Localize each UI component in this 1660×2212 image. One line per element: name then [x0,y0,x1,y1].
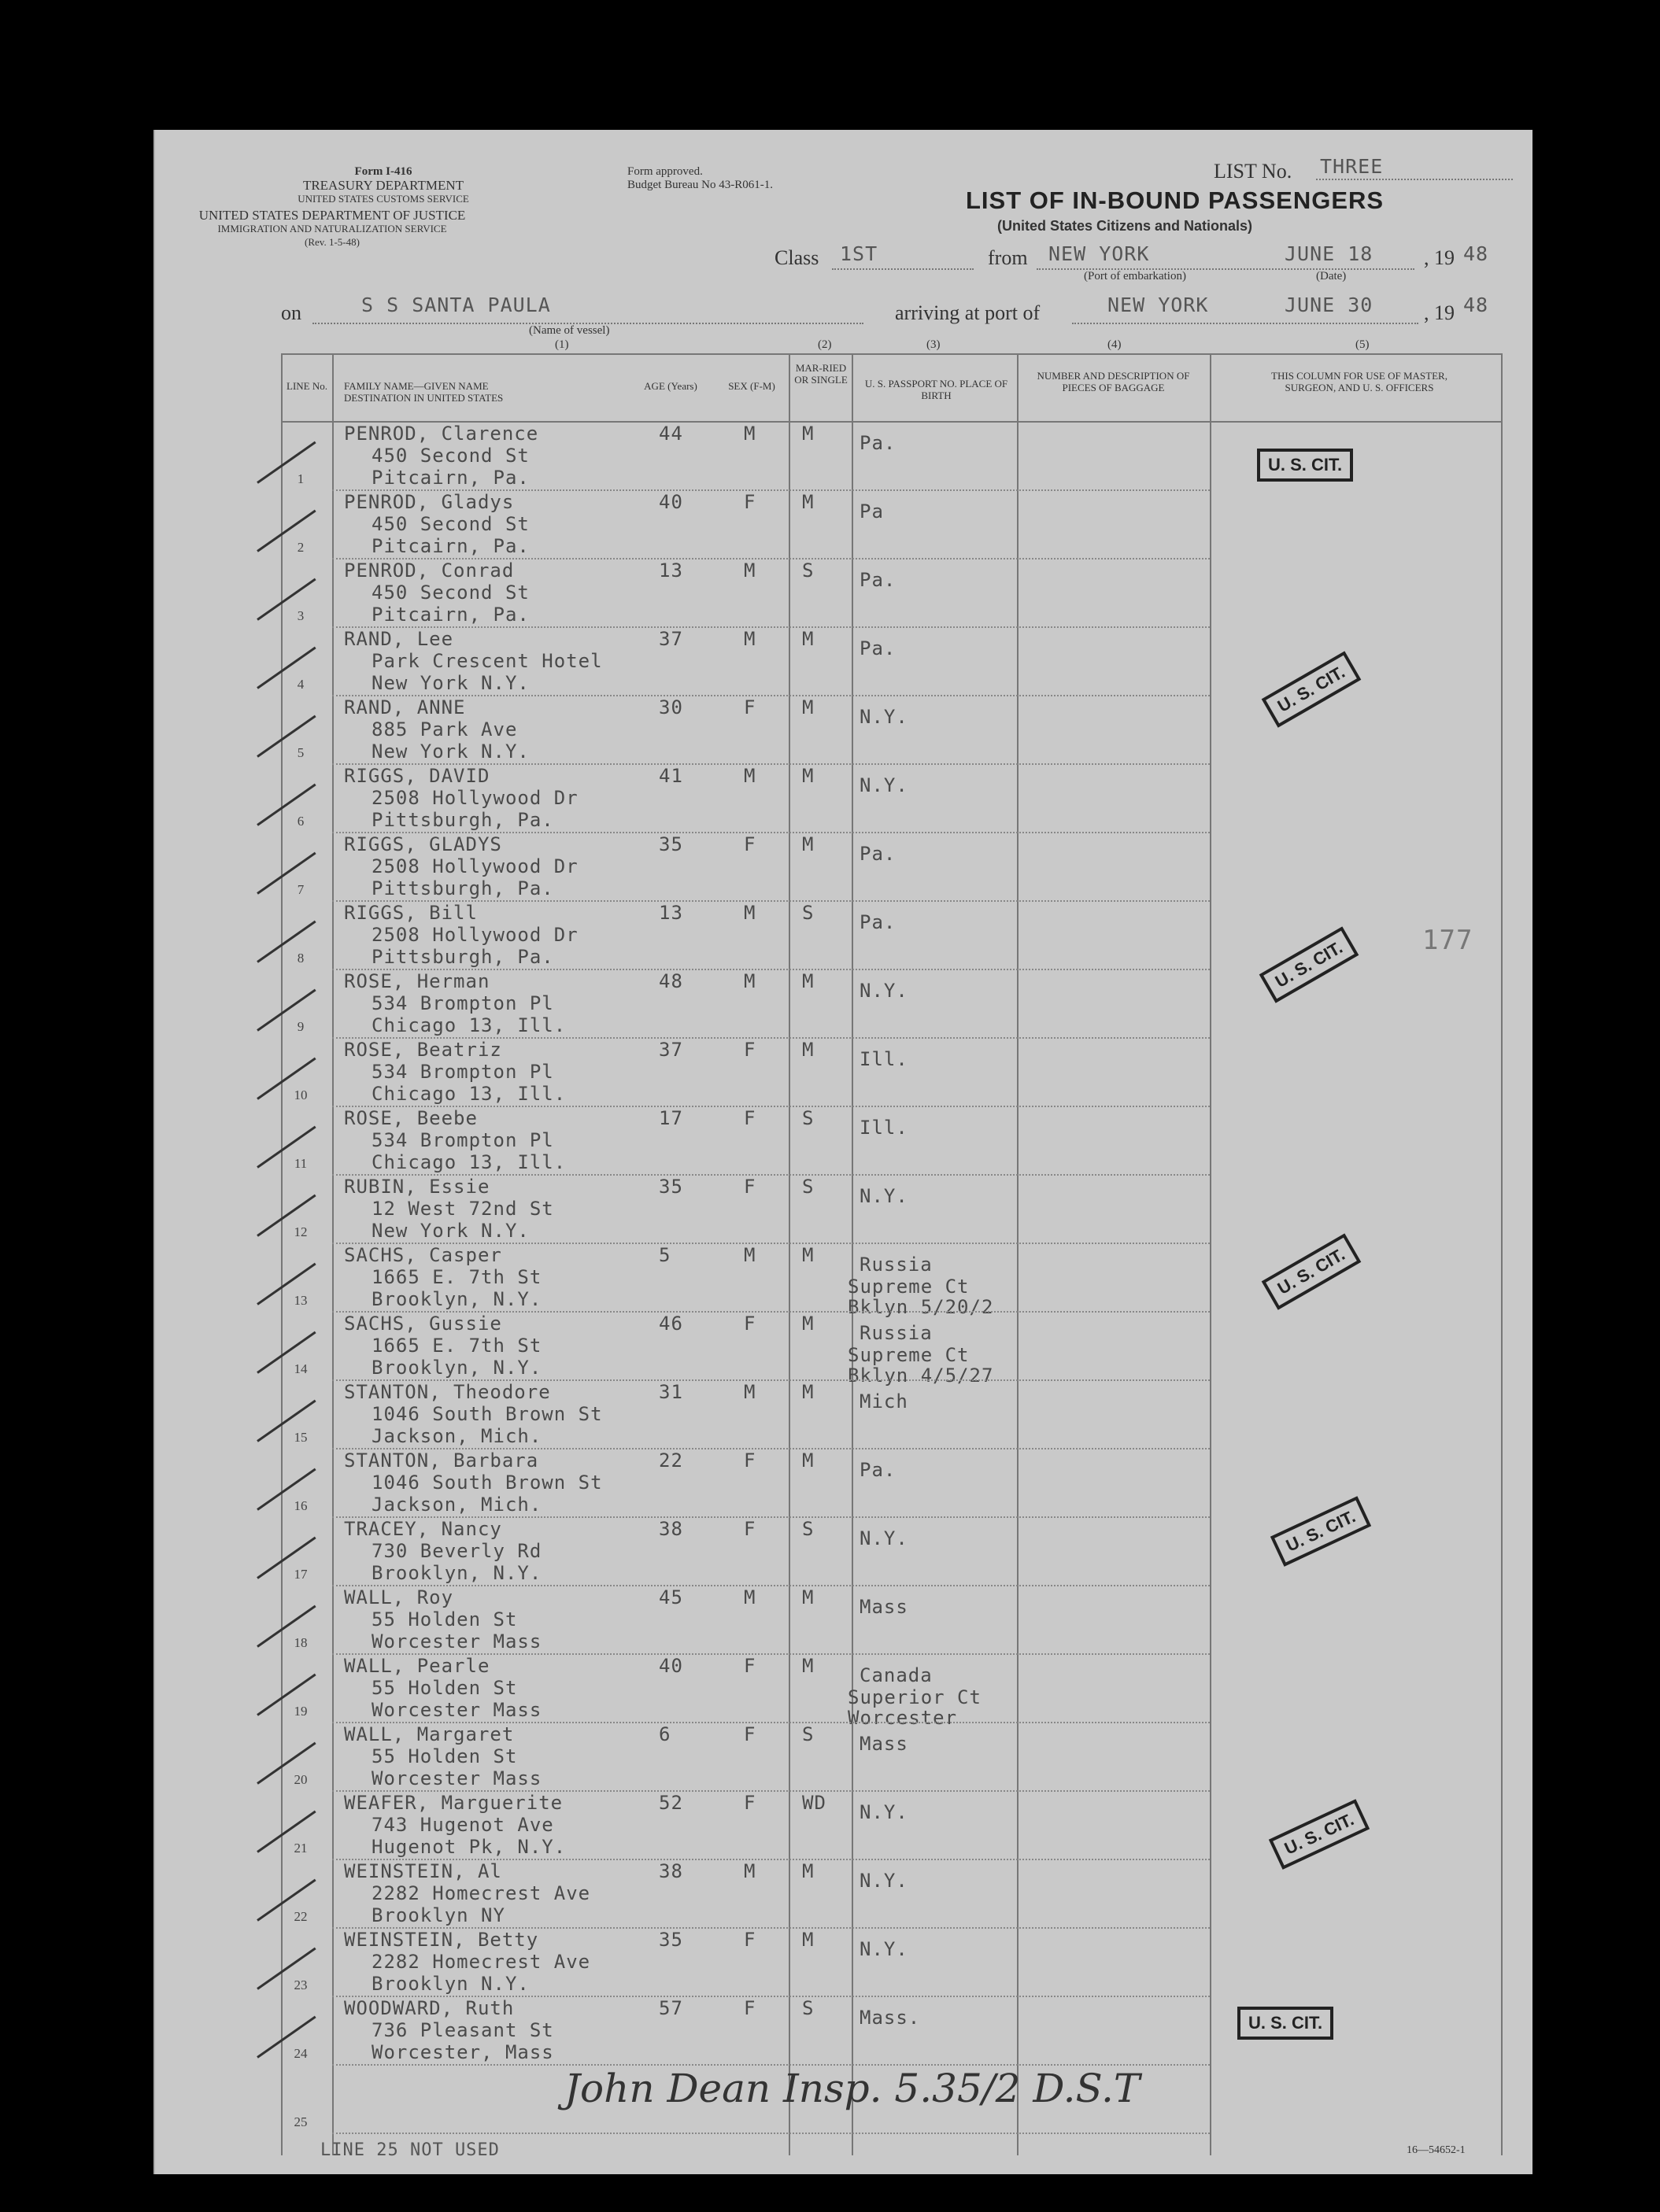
passenger-birthplace: Pa [860,500,884,523]
passenger-sex: M [744,765,756,787]
passenger-age: 13 [659,902,683,924]
manifest-sheet [153,130,1532,2174]
passenger-marital-status: M [802,765,815,787]
us-citizen-stamp: U. S. CIT. [1257,449,1353,482]
revision: (Rev. 1-5-48) [305,236,360,248]
form-approved: Form approved. [627,165,703,178]
form-number: Form I-416 [354,165,412,178]
passport-court: Superior Ct [848,1686,982,1708]
col-header-name: FAMILY NAME—GIVEN NAME DESTINATION IN UNITED STATES [344,380,504,404]
passenger-marital-status: M [802,1860,815,1882]
passenger-address-street: 2508 Hollywood Dr [372,787,579,809]
passenger-address-city: Brooklyn NY [372,1904,505,1926]
us-citizen-stamp: U. S. CIT. [1262,651,1362,727]
passenger-name: RIGGS, Bill [344,902,478,924]
vessel-caption: (Name of vessel) [529,324,610,337]
passenger-age: 52 [659,1792,683,1814]
line-number: 25 [294,2114,308,2129]
passenger-age: 45 [659,1586,683,1608]
passenger-sex: M [744,1381,756,1403]
passenger-address-city: Worcester, Mass [372,2041,554,2063]
passenger-address-city: Worcester Mass [372,1767,542,1789]
table-row [155,1586,1532,1654]
page-subtitle: (United States Citizens and Nationals) [997,218,1253,234]
passenger-age: 40 [659,1655,683,1677]
passenger-address-city: Hugenot Pk, N.Y. [372,1836,567,1858]
customs-service: UNITED STATES CUSTOMS SERVICE [298,193,469,205]
passenger-name: RAND, ANNE [344,696,466,718]
treasury-department: TREASURY DEPARTMENT [302,178,464,193]
passenger-marital-status: S [802,1518,815,1540]
us-citizen-stamp: U. S. CIT. [1259,926,1359,1003]
class-underline [832,268,974,270]
passenger-marital-status: WD [802,1792,826,1814]
immigration-service: IMMIGRATION AND NATURALIZATION SERVICE [217,223,447,234]
passenger-birthplace: N.Y. [860,1870,908,1892]
table-row [155,1449,1532,1517]
passenger-marital-status: M [802,696,815,718]
passenger-name: WEINSTEIN, Al [344,1860,502,1882]
passenger-name: WALL, Margaret [344,1723,515,1745]
passenger-birthplace: Ill. [860,1048,908,1070]
list-no-label: LIST No. [1214,160,1292,183]
passenger-marital-status: S [802,1723,815,1745]
passenger-birthplace: Canada [860,1664,933,1686]
page-title: LIST OF IN-BOUND PASSENGERS [966,186,1385,214]
form-approval [627,165,773,192]
passenger-marital-status: M [802,628,815,650]
arriving-label: arriving at port of [895,301,1041,324]
line-number: 4 [297,677,305,692]
us-citizen-stamp: U. S. CIT. [1269,1799,1370,1870]
col-num-5: (5) [1355,338,1370,351]
inspector-signature: John Dean Insp. 5.35/2 D.S.T [564,2066,1141,2111]
form-code: 16—54652-1 [1407,2144,1466,2156]
passport-date: Worcester [848,1707,958,1729]
passenger-name: ROSE, Beatriz [344,1039,502,1061]
margin-number: 177 [1422,925,1473,956]
us-citizen-stamp: U. S. CIT. [1270,1496,1371,1567]
passenger-address-city: Pittsburgh, Pa. [372,877,554,899]
passenger-address-city: Brooklyn N.Y. [372,1973,530,1995]
passenger-marital-status: S [802,1176,815,1198]
passenger-address-city: Pittsburgh, Pa. [372,809,554,831]
us-citizen-stamp: U. S. CIT. [1262,1233,1362,1309]
table-row [155,970,1532,1038]
arrival-year-prefix: , 19 [1424,301,1455,324]
line-number: 12 [294,1224,308,1239]
col-num-2: (2) [818,338,832,351]
table-row [155,559,1532,627]
passenger-address-street: 1665 E. 7th St [372,1266,542,1288]
table-top-border [281,353,1501,355]
passenger-birthplace: Ill. [860,1117,908,1139]
passenger-marital-status: M [802,970,815,992]
passenger-age: 35 [659,833,683,855]
passenger-address-city: Pitcairn, Pa. [372,467,530,489]
passenger-marital-status: M [802,491,815,513]
class-label: Class [775,246,819,269]
col-num-1: (1) [555,338,569,351]
passenger-sex: F [744,1176,756,1198]
passenger-address-city: Chicago 13, Ill. [372,1151,567,1173]
passenger-marital-status: M [802,1655,815,1677]
passenger-address-city: Pittsburgh, Pa. [372,946,554,968]
justice-department: UNITED STATES DEPARTMENT OF JUSTICE [198,208,466,223]
passenger-birthplace: Mich [860,1390,908,1413]
passenger-age: 40 [659,491,683,513]
passenger-name: PENROD, Clarence [344,423,539,445]
passenger-address-city: Pitcairn, Pa. [372,535,530,557]
passenger-sex: F [744,1655,756,1677]
passenger-address-street: 534 Brompton Pl [372,1129,554,1151]
passenger-name: WALL, Roy [344,1586,454,1608]
passenger-birthplace: Pa. [860,911,897,933]
line-number: 3 [297,608,305,623]
passenger-sex: M [744,1586,756,1608]
passenger-address-street: 450 Second St [372,513,530,535]
passenger-birthplace: N.Y. [860,774,908,796]
table-row [155,1039,1532,1106]
passenger-birthplace: Pa. [860,637,897,659]
passenger-sex: M [744,970,756,992]
list-no-value: THREE [1320,155,1384,178]
passenger-birthplace: N.Y. [860,980,908,1002]
passenger-sex: F [744,1313,756,1335]
passenger-marital-status: M [802,1929,815,1951]
passenger-age: 38 [659,1518,683,1540]
line-number: 15 [294,1430,308,1445]
passenger-sex: F [744,833,756,855]
table-row [155,1107,1532,1175]
passenger-address-street: 534 Brompton Pl [372,992,554,1014]
passenger-address-street: 736 Pleasant St [372,2019,554,2041]
passenger-age: 13 [659,559,683,582]
passenger-marital-status: M [802,1039,815,1061]
passenger-address-street: 2282 Homecrest Ave [372,1951,591,1973]
arrival-year: 48 [1463,294,1489,316]
passenger-birthplace: Pa. [860,1459,897,1481]
passenger-name: ROSE, Beebe [344,1107,478,1129]
passenger-age: 44 [659,423,683,445]
passenger-address-city: Worcester Mass [372,1699,542,1721]
passenger-address-street: 450 Second St [372,445,530,467]
passenger-age: 48 [659,970,683,992]
us-citizen-stamp: U. S. CIT. [1237,2007,1333,2040]
row-divider [332,2133,1210,2134]
passenger-marital-status: M [802,1381,815,1403]
passport-court: Supreme Ct [848,1344,970,1366]
passenger-name: STANTON, Barbara [344,1449,539,1472]
passenger-marital-status: S [802,1107,815,1129]
passenger-sex: M [744,628,756,650]
passenger-sex: F [744,1929,756,1951]
passenger-address-street: 55 Holden St [372,1677,518,1699]
passenger-marital-status: M [802,1586,815,1608]
table-row [155,765,1532,833]
passport-court: Supreme Ct [848,1276,970,1298]
table-row [155,1176,1532,1243]
passenger-address-street: 55 Holden St [372,1608,518,1630]
line-number: 7 [297,882,305,897]
form-header-treasury [265,165,501,205]
arrival-underline [1072,323,1418,324]
on-label: on [281,301,301,324]
passenger-birthplace: Russia [860,1322,933,1344]
passenger-sex: F [744,696,756,718]
passenger-birthplace: N.Y. [860,1527,908,1549]
table-row [155,1723,1532,1791]
passenger-birthplace: N.Y. [860,1938,908,1960]
passenger-name: RIGGS, DAVID [344,765,490,787]
line-number: 16 [294,1498,308,1513]
passenger-sex: F [744,1518,756,1540]
passenger-address-street: 1046 South Brown St [372,1403,603,1425]
col-header-sex: SEX (F-M) [728,380,775,392]
passenger-address-city: Brooklyn, N.Y. [372,1288,542,1310]
passenger-marital-status: M [802,423,815,445]
passenger-age: 46 [659,1313,683,1335]
table-row [155,1860,1532,1928]
passenger-age: 5 [659,1244,671,1266]
col-header-married: MAR-RIED OR SINGLE [794,362,848,386]
from-year: 48 [1463,242,1489,265]
passenger-name: PENROD, Gladys [344,491,515,513]
passenger-birthplace: Mass [860,1733,908,1755]
passenger-address-street: 2282 Homecrest Ave [372,1882,591,1904]
passenger-address-city: Worcester Mass [372,1630,542,1653]
passenger-address-city: New York N.Y. [372,1220,530,1242]
passenger-address-street: 55 Holden St [372,1745,518,1767]
passenger-birthplace: Mass [860,1596,908,1618]
passenger-name: WEINSTEIN, Betty [344,1929,539,1951]
arrival-date: JUNE 30 [1285,294,1373,316]
passenger-address-street: 450 Second St [372,582,530,604]
line-number: 14 [294,1361,308,1376]
table-row [155,1929,1532,1996]
passenger-address-street: Park Crescent Hotel [372,650,603,672]
footer-line-note: LINE 25 NOT USED [320,2140,500,2160]
passenger-marital-status: S [802,1997,815,2019]
passenger-name: RAND, Lee [344,628,454,650]
passenger-name: SACHS, Casper [344,1244,502,1266]
class-value: 1ST [840,242,878,265]
line-number: 24 [294,2046,308,2061]
table-row [155,696,1532,764]
passenger-sex: M [744,559,756,582]
passenger-age: 41 [659,765,683,787]
passenger-name: PENROD, Conrad [344,559,515,582]
col-header-age: AGE (Years) [644,380,697,392]
passenger-address-street: 1046 South Brown St [372,1472,603,1494]
passenger-marital-status: M [802,1313,815,1335]
col-header-baggage: NUMBER AND DESCRIPTION OF PIECES OF BAGGAGE [1037,370,1190,393]
passenger-sex: F [744,1449,756,1472]
line-number: 6 [297,814,305,829]
passenger-name: WOODWARD, Ruth [344,1997,515,2019]
passenger-sex: F [744,491,756,513]
passenger-sex: F [744,1997,756,2019]
passenger-address-street: 2508 Hollywood Dr [372,924,579,946]
from-label: from [988,246,1028,269]
line-number: 10 [294,1088,308,1102]
passenger-name: WALL, Pearle [344,1655,490,1677]
line-number: 5 [297,745,305,760]
from-date: JUNE 18 [1285,242,1373,265]
passenger-marital-status: M [802,1244,815,1266]
vessel-name: S S SANTA PAULA [361,294,551,316]
passenger-age: 22 [659,1449,683,1472]
line-number: 1 [297,471,305,486]
passenger-age: 35 [659,1176,683,1198]
col-header-officers: THIS COLUMN FOR USE OF MASTER, SURGEON, AND U. S. OFFICERS [1271,370,1447,393]
passenger-address-street: 12 West 72nd St [372,1198,554,1220]
passenger-marital-status: S [802,559,815,582]
line-number: 19 [294,1704,308,1719]
date-caption: (Date) [1316,270,1347,283]
passenger-address-street: 2508 Hollywood Dr [372,855,579,877]
passenger-age: 6 [659,1723,671,1745]
line-number: 20 [294,1772,308,1787]
passenger-address-city: Brooklyn, N.Y. [372,1562,542,1584]
passenger-birthplace: N.Y. [860,706,908,728]
table-row [155,1313,1532,1387]
passport-date: Bklyn 5/20/2 [848,1296,994,1318]
passenger-sex: M [744,423,756,445]
col-num-3: (3) [926,338,941,351]
table-row [155,491,1532,559]
passenger-age: 35 [659,1929,683,1951]
line-number: 18 [294,1635,308,1650]
line-number: 8 [297,951,305,966]
passenger-address-street: 534 Brompton Pl [372,1061,554,1083]
passenger-name: WEAFER, Marguerite [344,1792,564,1814]
line-number: 9 [297,1019,305,1034]
passenger-sex: F [744,1792,756,1814]
from-port: NEW YORK [1048,242,1150,265]
passenger-birthplace: N.Y. [860,1185,908,1207]
passenger-age: 57 [659,1997,683,2019]
passenger-name: RIGGS, GLADYS [344,833,502,855]
passenger-address-street: 1665 E. 7th St [372,1335,542,1357]
form-header-justice [159,209,505,249]
passenger-birthplace: Pa. [860,843,897,865]
passenger-sex: F [744,1723,756,1745]
table-row [155,1655,1532,1729]
passenger-marital-status: S [802,902,815,924]
passenger-marital-status: M [802,833,815,855]
passenger-address-city: Chicago 13, Ill. [372,1014,567,1036]
passenger-address-city: Pitcairn, Pa. [372,604,530,626]
passenger-name: SACHS, Gussie [344,1313,502,1335]
line-number: 13 [294,1293,308,1308]
passenger-birthplace: Russia [860,1254,933,1276]
line-number: 2 [297,540,305,555]
line-number: 21 [294,1841,308,1856]
passenger-age: 37 [659,628,683,650]
line-number: 11 [294,1156,308,1171]
passenger-address-city: Brooklyn, N.Y. [372,1357,542,1379]
passenger-age: 38 [659,1860,683,1882]
passenger-name: RUBIN, Essie [344,1176,490,1198]
passenger-name: STANTON, Theodore [344,1381,551,1403]
passenger-sex: F [744,1039,756,1061]
passenger-name: ROSE, Herman [344,970,490,992]
passenger-sex: M [744,902,756,924]
passenger-address-city: New York N.Y. [372,672,530,694]
line-number: 23 [294,1978,308,1992]
col-num-4: (4) [1107,338,1122,351]
passenger-address-city: Jackson, Mich. [372,1494,542,1516]
port-embarkation-caption: (Port of embarkation) [1084,270,1186,283]
passenger-name: TRACEY, Nancy [344,1518,502,1540]
line-number: 22 [294,1909,308,1924]
passenger-birthplace: N.Y. [860,1801,908,1823]
passenger-address-street: 885 Park Ave [372,718,518,740]
passenger-address-street: 743 Hugenot Ave [372,1814,554,1836]
passenger-age: 31 [659,1381,683,1403]
budget-bureau: Budget Bureau No 43-R061-1. [627,179,773,191]
passport-date: Bklyn 4/5/27 [848,1364,994,1387]
passenger-birthplace: Mass. [860,2007,921,2029]
col-header-passport: U. S. PASSPORT NO. PLACE OF BIRTH [864,378,1008,401]
passenger-age: 37 [659,1039,683,1061]
arrival-port: NEW YORK [1107,294,1209,316]
passenger-age: 30 [659,696,683,718]
passenger-sex: M [744,1244,756,1266]
passenger-sex: M [744,1860,756,1882]
line-number: 17 [294,1567,308,1582]
col-header-line: LINE No. [287,380,327,392]
passenger-birthplace: Pa. [860,569,897,591]
list-no-underline [1316,179,1513,180]
passenger-address-city: Jackson, Mich. [372,1425,542,1447]
from-year-prefix: , 19 [1424,246,1455,269]
passenger-address-city: New York N.Y. [372,740,530,763]
table-row [155,833,1532,901]
passenger-address-street: 730 Beverly Rd [372,1540,542,1562]
table-row [155,1381,1532,1449]
passenger-marital-status: M [802,1449,815,1472]
passenger-age: 17 [659,1107,683,1129]
passenger-birthplace: Pa. [860,432,897,454]
passenger-sex: F [744,1107,756,1129]
passenger-address-city: Chicago 13, Ill. [372,1083,567,1105]
